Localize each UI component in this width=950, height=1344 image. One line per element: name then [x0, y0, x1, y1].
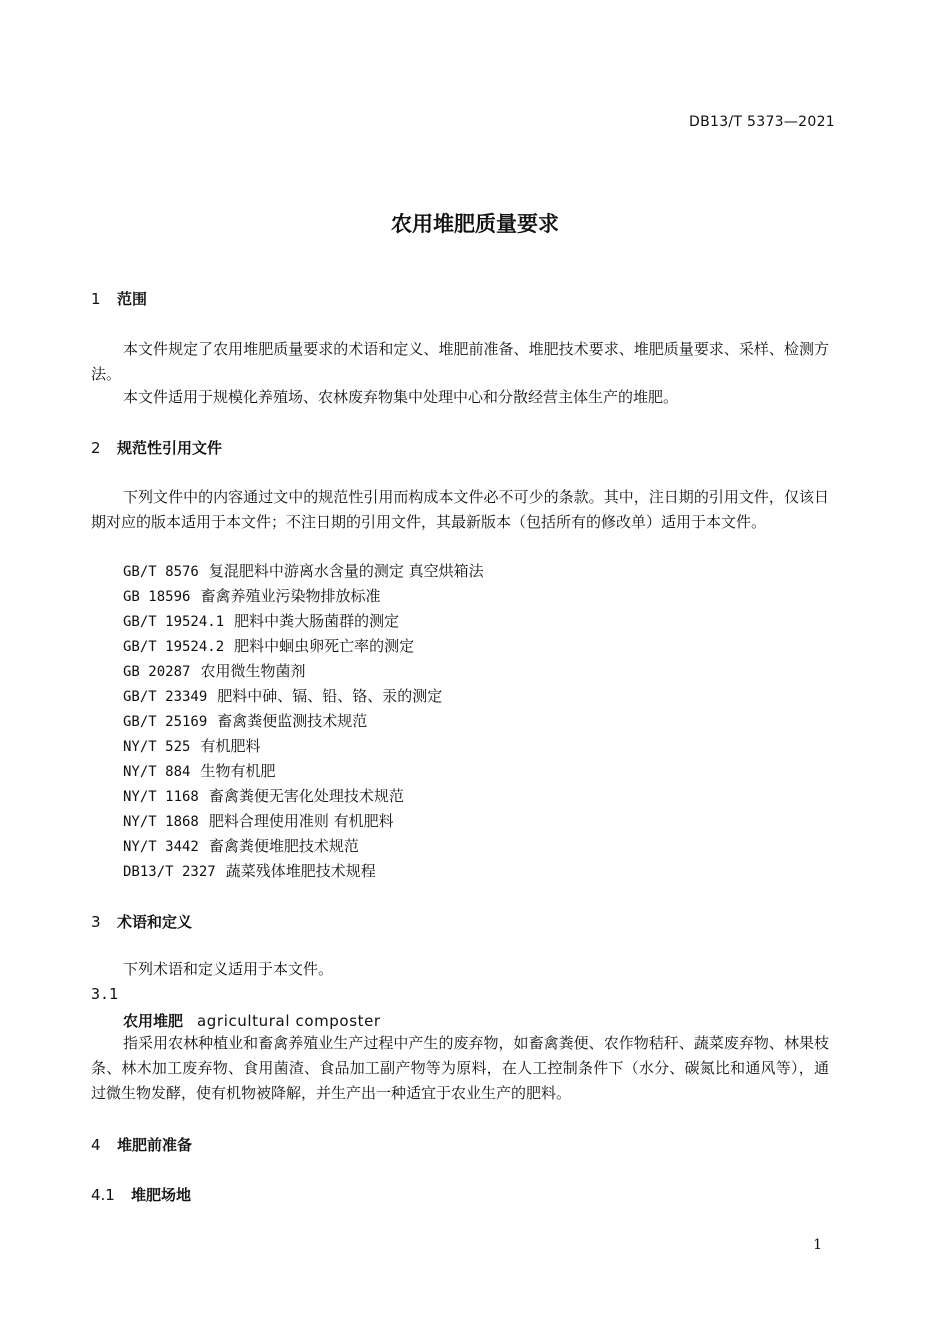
- reference-name: 蔬菜残体堆肥技术规程: [225, 862, 376, 880]
- reference-code: GB 20287: [123, 664, 191, 680]
- reference-item: [123, 759, 484, 784]
- reference-code: GB/T 25169: [123, 714, 208, 730]
- reference-name: 有机肥料: [200, 737, 261, 755]
- document-code: DB13/T 5373—2021: [689, 114, 835, 130]
- reference-code: GB 18596: [123, 589, 191, 605]
- reference-name: 畜禽粪便无害化处理技术规范: [208, 787, 404, 805]
- reference-name: 肥料合理使用准则 有机肥料: [208, 812, 394, 830]
- reference-name: 肥料中蛔虫卵死亡率的测定: [234, 637, 415, 655]
- term-english: agricultural composter: [197, 1012, 381, 1030]
- reference-item: [123, 784, 484, 809]
- reference-name: 复混肥料中游离水含量的测定 真空烘箱法: [208, 562, 484, 580]
- section-4-heading: [91, 1134, 192, 1155]
- reference-name: 生物有机肥: [200, 762, 276, 780]
- page-number: 1: [813, 1237, 822, 1253]
- normative-reference-list: [123, 559, 484, 884]
- section-number: 2: [91, 439, 101, 457]
- section-1-paragraph-1: 本文件规定了农用堆肥质量要求的术语和定义、堆肥前准备、堆肥技术要求、堆肥质量要求、采样、检测方法。: [91, 340, 829, 383]
- reference-code: GB/T 23349: [123, 689, 208, 705]
- section-title: 术语和定义: [117, 913, 193, 931]
- section-3-heading: [91, 911, 192, 932]
- section-title: 堆肥前准备: [117, 1136, 193, 1154]
- reference-item: [123, 634, 484, 659]
- section-1-paragraph-2: 本文件适用于规模化养殖场、农林废弃物集中处理中心和分散经营主体生产的堆肥。: [123, 388, 679, 406]
- term-chinese: 农用堆肥: [123, 1012, 184, 1030]
- section-number: 4: [91, 1136, 101, 1154]
- section-2-intro: 下列文件中的内容通过文中的规范性引用而构成本文件必不可少的条款。其中，注日期的引用文件，仅该日期对应的版本适用于本文件；不注日期的引用文件，其最新版本（包括所有的修改单）适用于本文件。: [91, 488, 829, 531]
- reference-code: GB/T 19524.1: [123, 614, 225, 630]
- reference-name: 畜禽粪便堆肥技术规范: [208, 837, 359, 855]
- subsection-number: 4.1: [91, 1186, 115, 1204]
- section-3-intro: 下列术语和定义适用于本文件。: [123, 960, 334, 978]
- section-number: 1: [91, 290, 101, 308]
- reference-code: NY/T 3442: [123, 839, 199, 855]
- reference-name: 肥料中粪大肠菌群的测定: [234, 612, 400, 630]
- subsection-4-1-heading: [91, 1184, 191, 1205]
- reference-item: [123, 609, 484, 634]
- document-title: 农用堆肥质量要求: [391, 212, 559, 236]
- reference-item: [123, 834, 484, 859]
- reference-item: [123, 734, 484, 759]
- subsection-3-1-number: 3.1: [91, 985, 119, 1003]
- subsection-title: 堆肥场地: [131, 1186, 192, 1204]
- reference-item: [123, 859, 484, 884]
- reference-item: [123, 684, 484, 709]
- term-definition: 指采用农林种植业和畜禽养殖业生产过程中产生的废弃物，如畜禽粪便、农作物秸秆、蔬菜废弃物、林果枝条、林木加工废弃物、食用菌渣、食品加工副产物等为原料，在人工控制条件下（水分、碳氮比和通风等），通过微生物发酵，使有机物被降解，并生产出一种适宜于农业生产的肥料。: [91, 1034, 829, 1102]
- reference-code: GB/T 8576: [123, 564, 199, 580]
- section-title: 范围: [117, 290, 148, 308]
- section-title: 规范性引用文件: [117, 439, 223, 457]
- reference-name: 肥料中砷、镉、铅、铬、汞的测定: [217, 687, 443, 705]
- reference-name: 农用微生物菌剂: [200, 662, 306, 680]
- reference-code: DB13/T 2327: [123, 864, 216, 880]
- reference-item: [123, 659, 484, 684]
- section-2-heading: [91, 437, 222, 458]
- term-entry: [123, 1010, 381, 1031]
- reference-item: [123, 709, 484, 734]
- reference-code: NY/T 884: [123, 764, 191, 780]
- reference-item: [123, 809, 484, 834]
- reference-code: NY/T 1868: [123, 814, 199, 830]
- section-1-heading: [91, 288, 147, 309]
- reference-item: [123, 584, 484, 609]
- reference-code: GB/T 19524.2: [123, 639, 225, 655]
- reference-item: [123, 559, 484, 584]
- reference-code: NY/T 1168: [123, 789, 199, 805]
- reference-name: 畜禽粪便监测技术规范: [217, 712, 368, 730]
- reference-name: 畜禽养殖业污染物排放标准: [200, 587, 381, 605]
- reference-code: NY/T 525: [123, 739, 191, 755]
- section-number: 3: [91, 913, 101, 931]
